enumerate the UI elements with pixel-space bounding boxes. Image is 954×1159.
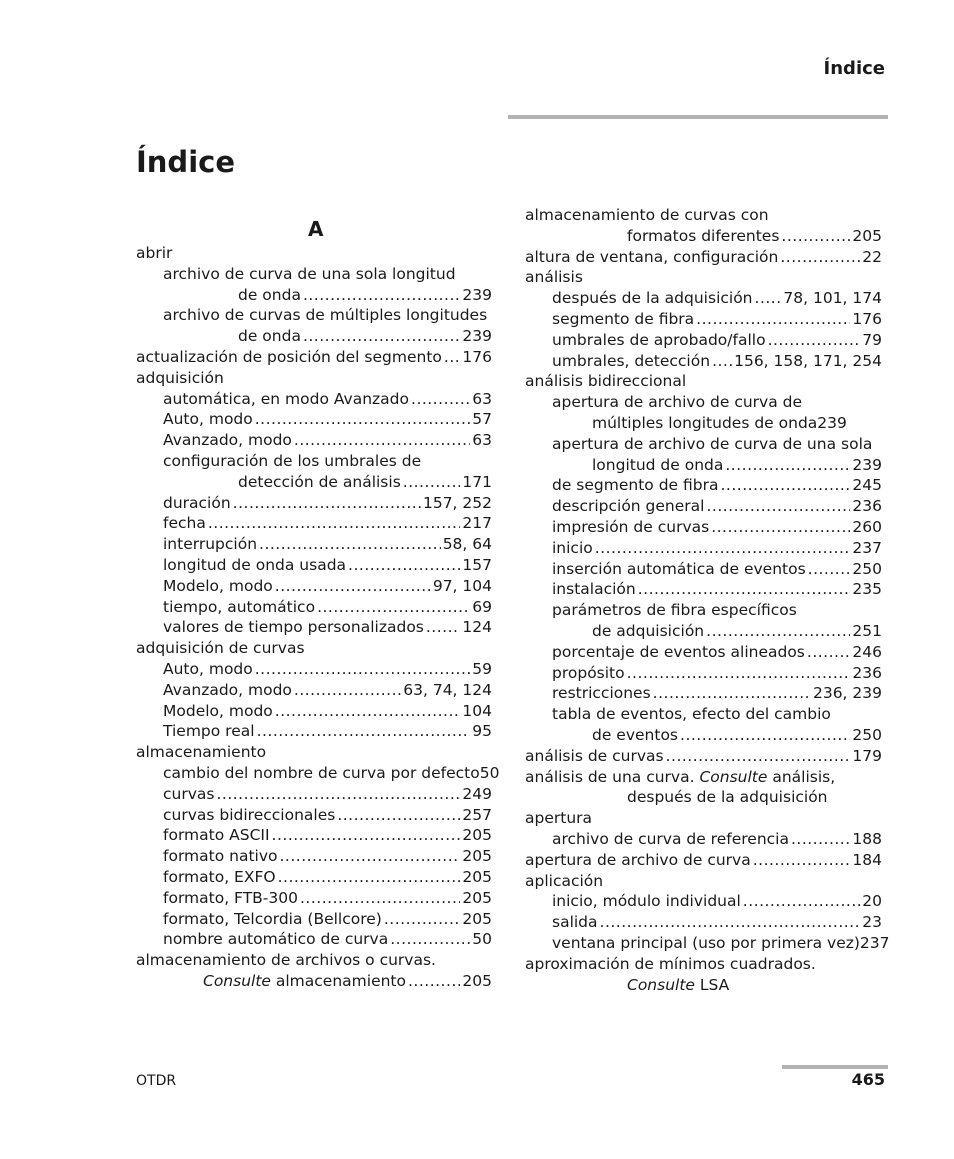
index-entry — [552, 475, 882, 495]
dot-leader — [275, 701, 461, 721]
footer-rule — [782, 1065, 888, 1069]
index-entry — [552, 704, 882, 724]
index-entry-page: 236 — [852, 663, 882, 682]
index-entry-term: tabla de eventos, efecto del cambio — [552, 705, 831, 724]
index-entry-page: 79 — [862, 330, 882, 349]
index-entry-term: fecha — [163, 514, 206, 533]
index-entry — [552, 933, 890, 953]
index-entry-page: 171 — [462, 472, 492, 491]
index-entry-page: 95 — [472, 722, 492, 741]
index-entry — [163, 701, 492, 721]
index-entry-term: después de la adquisición — [552, 289, 753, 308]
index-entry-term: restricciones — [552, 684, 651, 703]
cross-reference-label: Consulte — [203, 972, 271, 990]
index-entry — [525, 371, 882, 391]
index-entry-term: adquisición — [136, 368, 224, 387]
index-entry-term: propósito — [552, 663, 625, 682]
index-entry-page: 59 — [472, 660, 492, 678]
index-entry — [163, 305, 492, 325]
dot-leader — [384, 909, 461, 929]
dot-leader — [278, 867, 461, 887]
index-entry-page: 249 — [462, 784, 492, 803]
index-entry-term: curvas — [163, 784, 215, 803]
index-entry-page: 23 — [862, 913, 882, 932]
index-entry-term: cambio del nombre de curva por defecto50 — [163, 764, 500, 782]
index-entry-page: 205 — [462, 909, 492, 928]
index-entry-term: Auto, modo — [163, 410, 253, 429]
index-entry — [163, 909, 492, 929]
index-entry-page: 250 — [852, 726, 882, 744]
dot-leader — [255, 659, 471, 679]
index-entry-term: configuración de los umbrales de — [163, 452, 422, 470]
footer-product: OTDR — [136, 1073, 177, 1089]
footer-page-number: 465 — [851, 1070, 885, 1089]
index-entry-term: de adquisición — [592, 622, 705, 640]
index-entry — [552, 600, 882, 620]
dot-leader — [706, 496, 850, 516]
index-entry — [163, 929, 492, 949]
page-header-title: Índice — [823, 58, 885, 79]
index-entry — [163, 555, 492, 575]
dot-leader — [753, 850, 851, 870]
dot-leader — [272, 825, 461, 845]
index-entry-term: nombre automático de curva — [163, 930, 389, 949]
index-entry — [552, 351, 882, 371]
index-entry — [238, 285, 492, 305]
dot-leader — [257, 721, 471, 741]
index-entry-term: inicio, módulo individual — [552, 892, 741, 911]
index-entry — [163, 389, 492, 409]
index-entry-term: altura de ventana, configuración — [525, 247, 779, 266]
index-entry-term: tiempo, automático — [163, 597, 316, 616]
dot-leader — [303, 326, 460, 346]
dot-leader — [743, 891, 860, 911]
dot-leader — [294, 680, 401, 700]
index-entry-term: inserción automática de eventos — [552, 559, 806, 578]
index-entry — [525, 808, 882, 828]
index-entry — [592, 725, 882, 745]
dot-leader — [711, 517, 850, 537]
index-entry — [525, 746, 882, 766]
index-entry-page: 205 — [462, 888, 492, 907]
dot-leader — [807, 642, 851, 662]
index-entry-term: segmento de fibra — [552, 310, 695, 328]
dot-leader — [791, 829, 850, 849]
index-entry — [136, 950, 492, 970]
index-entry-term: después de la adquisición — [627, 788, 828, 807]
index-entry-page: 176 — [852, 310, 882, 328]
index-entry — [136, 347, 492, 367]
index-entry — [163, 784, 492, 804]
index-entry — [163, 576, 492, 596]
index-entry-term: aproximación de mínimos cuadrados. — [525, 954, 816, 973]
dot-leader — [317, 597, 470, 617]
index-entry — [525, 871, 882, 891]
index-entry-page: 176 — [462, 348, 492, 366]
index-entry-term: parámetros de fibra específicos — [552, 601, 797, 620]
index-entry-term: de onda — [238, 327, 301, 346]
index-entry — [552, 829, 882, 849]
index-entry-term: aplicación — [525, 871, 604, 890]
dot-leader — [337, 805, 460, 825]
index-entry-term: inicio — [552, 538, 593, 557]
index-entry-term: automática, en modo Avanzado — [163, 389, 410, 408]
index-entry-page: 97, 104 — [432, 576, 492, 595]
dot-leader — [780, 247, 860, 267]
index-entry-page: 239 — [462, 327, 492, 346]
index-entry-term: umbrales de aprobado/fallo — [552, 330, 766, 349]
index-entry-term: umbrales, detección — [552, 351, 711, 370]
index-entry — [163, 451, 492, 471]
dot-leader — [300, 888, 460, 908]
index-entry — [238, 472, 492, 492]
dot-leader — [638, 579, 851, 599]
index-entry-page: 63 — [472, 431, 492, 450]
index-entry — [525, 205, 882, 225]
index-entry — [525, 767, 882, 787]
index-entry-term: descripción general — [552, 497, 705, 516]
dot-leader — [680, 725, 850, 745]
index-entry — [136, 638, 492, 658]
index-entry — [552, 517, 882, 537]
section-letter: A — [308, 217, 324, 241]
index-entry — [592, 621, 882, 641]
index-entry-term: almacenamiento de curvas con — [525, 206, 769, 224]
index-entry-term: Consulte almacenamiento — [203, 972, 406, 990]
dot-leader — [808, 559, 851, 579]
index-entry-page: 205 — [462, 868, 492, 886]
dot-leader — [755, 288, 782, 308]
index-entry — [163, 264, 492, 284]
index-entry-term: formato ASCII — [163, 826, 270, 845]
index-entry-page: 157 — [462, 556, 492, 574]
index-entry — [552, 392, 882, 412]
index-entry-term: interrupción — [163, 535, 258, 554]
index-entry — [552, 330, 882, 350]
index-entry-term: ventana principal (uso por primera vez)237 — [552, 934, 890, 952]
dot-leader — [294, 430, 470, 450]
index-entry-term: apertura de archivo de curva de una sola — [552, 434, 873, 453]
index-entry-term: análisis — [525, 268, 583, 287]
index-entry-page: 205 — [462, 847, 492, 866]
dot-leader — [666, 746, 851, 766]
index-entry-page: 250 — [852, 559, 882, 578]
index-entry-term: curvas bidireccionales — [163, 805, 336, 824]
index-entry — [163, 513, 492, 533]
index-entry — [552, 288, 882, 308]
index-entry — [163, 680, 492, 700]
index-entry-term: formato, EXFO — [163, 868, 276, 886]
index-entry — [552, 434, 882, 454]
index-entry-term: Avanzado, modo — [163, 431, 292, 450]
index-entry — [592, 413, 882, 433]
index-entry — [203, 971, 492, 991]
index-entry — [592, 455, 882, 475]
index-entry-term: Auto, modo — [163, 660, 253, 678]
dot-leader — [233, 493, 421, 513]
index-entry-term: valores de tiempo personalizados — [163, 618, 424, 637]
index-entry — [627, 226, 882, 246]
dot-leader — [712, 351, 732, 371]
dot-leader — [595, 538, 851, 558]
index-entry — [552, 559, 882, 579]
index-entry — [552, 912, 882, 932]
index-entry-term: de eventos — [592, 726, 679, 744]
index-entry — [238, 326, 492, 346]
index-entry-page: 257 — [462, 805, 492, 824]
index-entry-term: apertura de archivo de curva — [525, 850, 751, 869]
index-entry-term: archivo de curvas de múltiples longitudes — [163, 306, 488, 325]
index-entry-page: 184 — [852, 850, 882, 869]
index-entry-term: análisis de curvas — [525, 746, 664, 765]
dot-leader — [348, 555, 460, 575]
dot-leader — [627, 663, 851, 683]
index-entry-term: adquisición de curvas — [136, 639, 305, 658]
index-entry-page: 205 — [852, 226, 882, 245]
index-entry — [163, 888, 492, 908]
dot-leader — [768, 330, 861, 350]
dot-leader — [411, 389, 470, 409]
index-entry-page: 237 — [852, 538, 882, 557]
dot-leader — [725, 455, 850, 475]
index-entry-term: archivo de curva de una sola longitud — [163, 264, 456, 283]
index-entry-page: 245 — [852, 476, 882, 495]
index-entry — [552, 538, 882, 558]
index-entry — [525, 267, 882, 287]
index-entry — [163, 846, 492, 866]
index-entry — [163, 805, 492, 825]
index-entry — [163, 867, 492, 887]
index-entry — [552, 683, 882, 703]
index-entry — [163, 721, 492, 741]
index-entry-term: almacenamiento — [136, 743, 267, 762]
index-entry-page: 188 — [852, 830, 882, 848]
dot-leader — [696, 309, 850, 329]
index-entry-term: formato, FTB-300 — [163, 888, 298, 907]
index-entry — [163, 430, 492, 450]
index-entry — [163, 493, 492, 513]
dot-leader — [390, 929, 470, 949]
index-entry — [136, 243, 492, 263]
index-entry-page: 251 — [852, 622, 882, 640]
dot-leader — [403, 472, 461, 492]
dot-leader — [720, 475, 850, 495]
index-entry-page: 205 — [462, 826, 492, 845]
index-entry — [552, 496, 882, 516]
index-entry-term: apertura — [525, 809, 593, 828]
index-entry-page: 78, 101, 174 — [783, 289, 882, 308]
index-entry-term: abrir — [136, 244, 173, 262]
index-entry-page: 50 — [472, 930, 492, 949]
index-entry-page: 156, 158, 171, 254 — [734, 351, 882, 370]
dot-leader — [255, 409, 471, 429]
index-entry — [163, 617, 492, 637]
index-entry-page: 20 — [862, 892, 882, 911]
index-entry-term: apertura de archivo de curva de — [552, 393, 803, 412]
cross-reference-label: Consulte — [699, 767, 768, 786]
index-entry-page: 217 — [462, 514, 492, 533]
index-entry-page: 205 — [462, 972, 492, 990]
index-entry — [163, 659, 492, 679]
dot-leader — [208, 513, 461, 533]
index-entry-term: Consulte LSA — [627, 975, 730, 994]
index-entry-term: formato nativo — [163, 847, 278, 866]
dot-leader — [275, 576, 431, 596]
cross-reference-label: Consulte — [627, 975, 695, 994]
index-entry-page: 235 — [852, 580, 882, 599]
index-entry-term: instalación — [552, 580, 636, 599]
index-entry-page: 58, 64 — [442, 535, 492, 554]
index-entry-term: análisis de una curva. Consulte análisis, — [525, 767, 836, 786]
dot-leader — [259, 534, 441, 554]
index-entry — [163, 763, 500, 783]
index-entry-page: 104 — [462, 701, 492, 720]
index-entry-term: Modelo, modo — [163, 576, 273, 595]
index-entry — [552, 663, 882, 683]
index-entry-page: 69 — [472, 597, 492, 616]
index-entry — [552, 309, 882, 329]
header-rule — [508, 115, 888, 119]
index-entry-term: almacenamiento de archivos o curvas. — [136, 951, 436, 970]
index-entry — [163, 409, 492, 429]
index-entry-term: Tiempo real — [163, 722, 255, 741]
dot-leader — [280, 846, 461, 866]
index-entry-page: 57 — [472, 410, 492, 429]
index-entry-term: análisis bidireccional — [525, 372, 687, 391]
index-entry-term: Avanzado, modo — [163, 680, 292, 699]
index-entry-page: 239 — [462, 285, 492, 304]
index-entry-page: 236, 239 — [812, 684, 882, 703]
index-entry — [525, 247, 882, 267]
page-title: Índice — [136, 145, 235, 179]
dot-leader — [408, 971, 460, 991]
index-entry-term: longitud de onda usada — [163, 556, 347, 574]
index-entry-term: de onda — [238, 285, 301, 304]
dot-leader — [781, 226, 850, 246]
index-entry-term: formato, Telcordia (Bellcore) — [163, 909, 382, 928]
index-entry — [627, 787, 882, 807]
index-entry — [163, 534, 492, 554]
index-entry — [136, 368, 492, 388]
dot-leader — [444, 347, 461, 367]
index-entry-page: 260 — [852, 518, 882, 536]
index-entry — [163, 825, 492, 845]
index-entry-term: formatos diferentes — [627, 226, 780, 245]
index-entry — [136, 742, 492, 762]
index-entry-page: 239 — [852, 455, 882, 474]
index-entry-term: impresión de curvas — [552, 518, 710, 536]
index-entry — [525, 954, 882, 974]
index-entry-term: duración — [163, 493, 231, 512]
index-entry-page: 63, 74, 124 — [403, 680, 492, 699]
index-entry-term: archivo de curva de referencia — [552, 830, 789, 848]
index-entry — [627, 975, 882, 995]
index-entry-term: longitud de onda — [592, 455, 724, 474]
index-entry — [163, 597, 492, 617]
dot-leader — [600, 912, 861, 932]
index-entry-term: múltiples longitudes de onda239 — [592, 414, 847, 432]
dot-leader — [426, 617, 461, 637]
index-entry-page: 63 — [472, 389, 492, 408]
index-entry-page: 179 — [852, 746, 882, 765]
index-entry-term: detección de análisis — [238, 472, 401, 491]
index-entry-page: 157, 252 — [422, 493, 492, 512]
index-entry-page: 246 — [852, 642, 882, 661]
index-entry-page: 236 — [852, 497, 882, 516]
dot-leader — [653, 683, 811, 703]
index-entry-term: actualización de posición del segmento — [136, 348, 442, 366]
index-entry-term: Modelo, modo — [163, 701, 273, 720]
index-entry — [552, 642, 882, 662]
dot-leader — [303, 285, 460, 305]
dot-leader — [706, 621, 850, 641]
index-entry-term: de segmento de fibra — [552, 476, 719, 495]
index-entry — [552, 579, 882, 599]
index-entry — [525, 850, 882, 870]
index-entry-page: 124 — [462, 618, 492, 637]
dot-leader — [216, 784, 460, 804]
index-entry — [552, 891, 882, 911]
index-entry-term: salida — [552, 913, 598, 932]
index-entry-page: 22 — [862, 247, 882, 266]
index-entry-term: porcentaje de eventos alineados — [552, 642, 805, 661]
